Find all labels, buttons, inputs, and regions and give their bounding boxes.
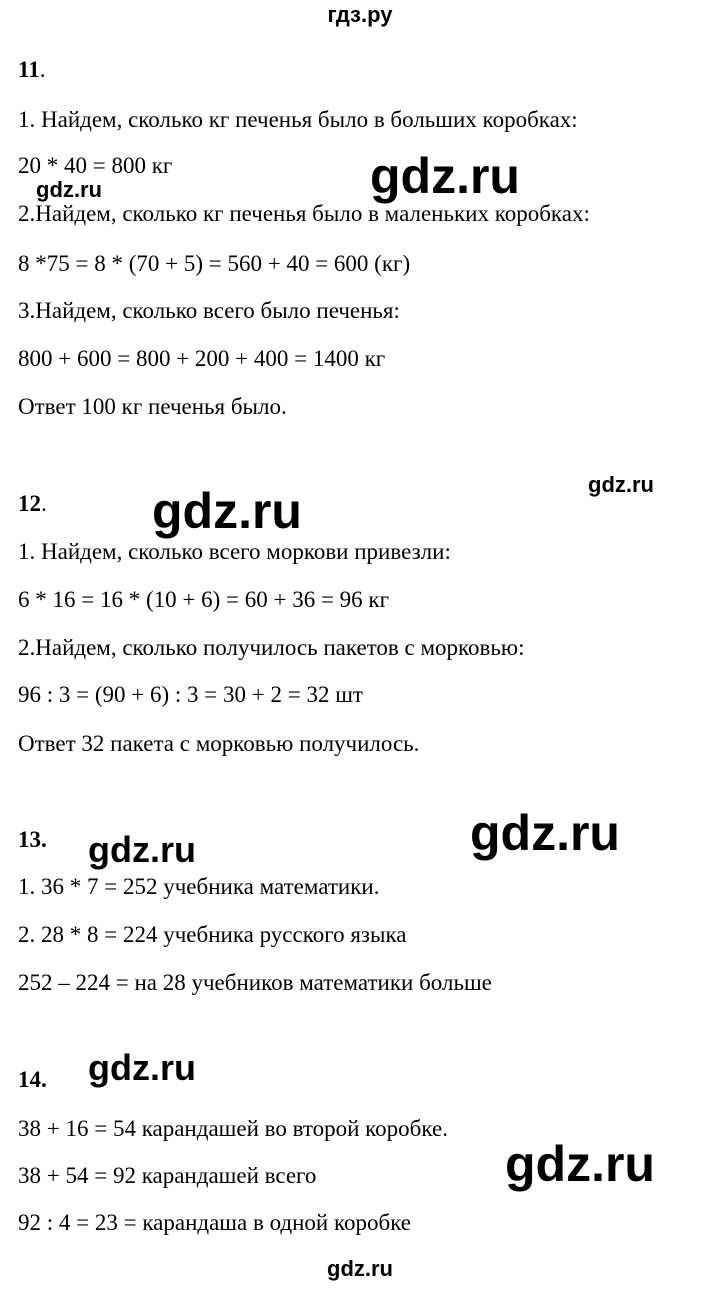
task-line: 96 : 3 = (90 + 6) : 3 = 30 + 2 = 32 шт [18, 682, 363, 707]
footer-site-name: gdz.ru [327, 1256, 393, 1281]
task-number: 11. [18, 57, 46, 82]
watermark-logo: gdz.ru [88, 829, 196, 870]
task-line: 2.Найдем, сколько получилось пакетов с морковью: [18, 635, 525, 660]
task-line: 1. 36 * 7 = 252 учебника математики. [18, 874, 380, 899]
task-line: 1. Найдем, сколько кг печенья было в больших коробках: [18, 107, 578, 132]
task-line: 2.Найдем, сколько кг печенья было в маленьких коробках: [18, 201, 590, 226]
header-site-name: гдз.ру [327, 2, 393, 27]
task-number: 14. [18, 1067, 47, 1092]
task-line: 3.Найдем, сколько всего было печенья: [18, 298, 400, 323]
task-line: 800 + 600 = 800 + 200 + 400 = 1400 кг [18, 346, 386, 371]
task-line: 38 + 54 = 92 карандашей всего [18, 1163, 317, 1188]
task-number: 13. [18, 827, 47, 852]
task-line: 38 + 16 = 54 карандашей во второй коробке. [18, 1116, 448, 1141]
watermark-logo: gdz.ru [505, 1136, 655, 1192]
task-line: 92 : 4 = 23 = карандаша в одной коробке [18, 1210, 411, 1235]
task-line: 252 – 224 = на 28 учебников математики больше [18, 970, 492, 995]
watermark-logo: gdz.ru [370, 148, 520, 204]
task-line: 20 * 40 = 800 кг [18, 153, 173, 178]
watermark-logo: gdz.ru [36, 177, 102, 202]
watermark-logo: gdz.ru [88, 1047, 196, 1088]
watermark-logo: gdz.ru [152, 483, 302, 539]
task-line: 2. 28 * 8 = 224 учебника русского языка [18, 922, 407, 947]
task-line: 8 *75 = 8 * (70 + 5) = 560 + 40 = 600 (кг) [18, 251, 411, 276]
task-line: 1. Найдем, сколько всего моркови привезли: [18, 539, 451, 564]
task-line: 6 * 16 = 16 * (10 + 6) = 60 + 36 = 96 кг [18, 587, 390, 612]
task-line: Ответ 32 пакета с морковью получилось. [18, 731, 420, 756]
task-line: Ответ 100 кг печенья было. [18, 394, 287, 419]
task-number: 12. [18, 491, 47, 516]
watermark-logo: gdz.ru [470, 805, 620, 861]
watermark-logo: gdz.ru [588, 472, 654, 497]
